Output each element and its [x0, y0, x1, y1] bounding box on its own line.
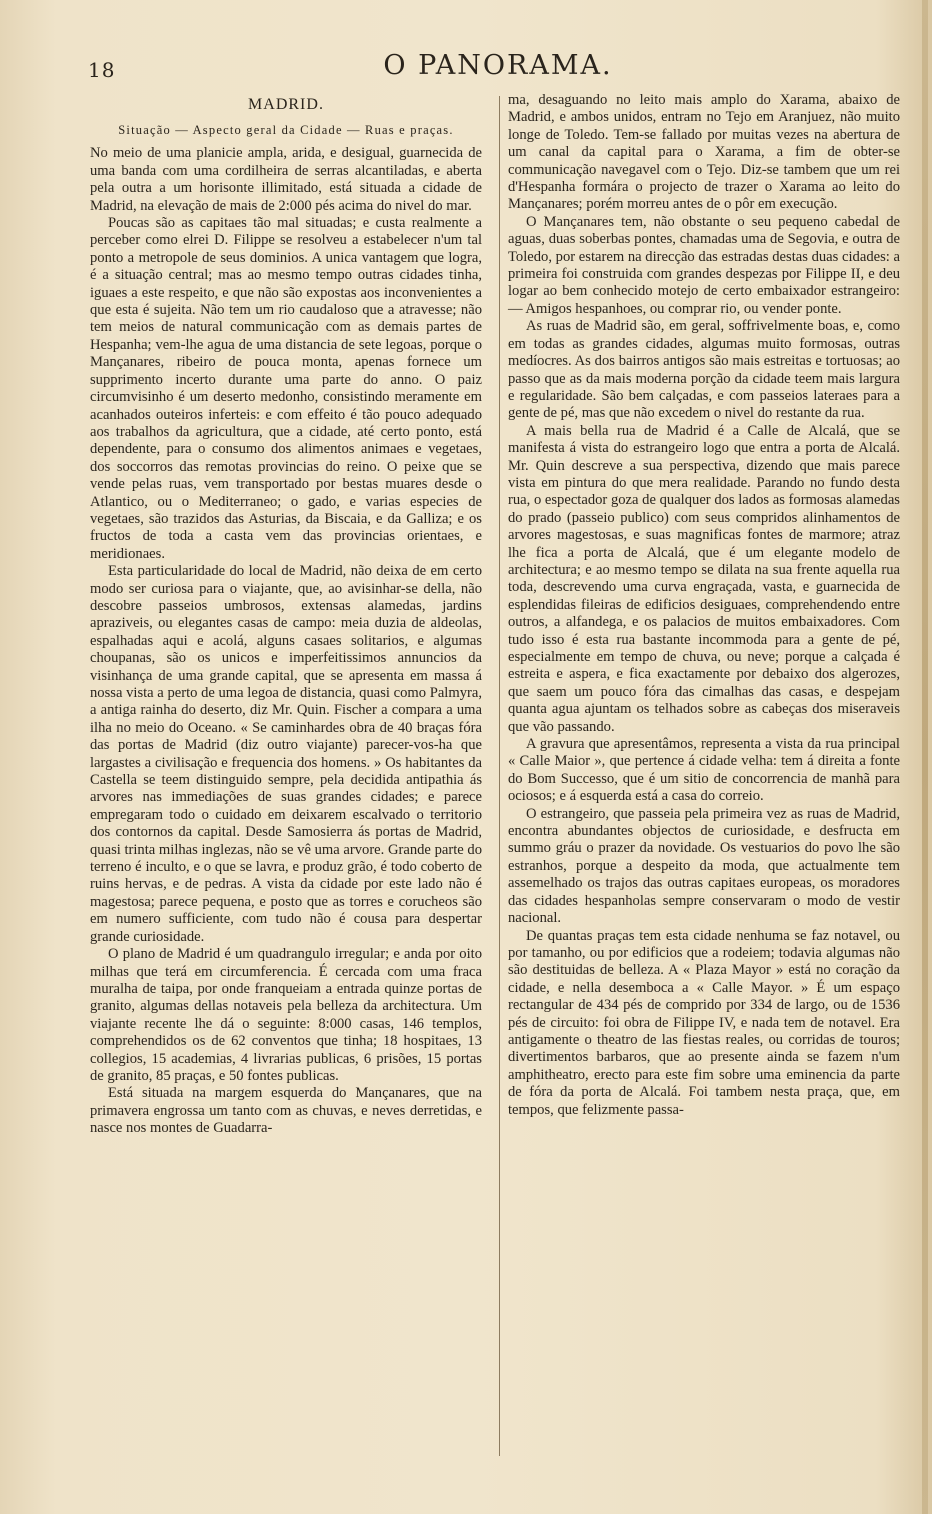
- page-number: 18: [88, 58, 116, 82]
- paragraph: O plano de Madrid é um quadrangulo irregular; e anda por oito milhas que terá em circumferencia. É cercada com uma fraca muralha de taipa, por onde franqueiam a entrada quinze portas de granito, algumas dellas notaveis pela belleza da architectura. Um viajante recente lhe dá o seguinte: 8:000 casas, 146 templos, comprehendidos os de 62 conventos que tinha; 18 hospitaes, 13 collegios, 15 academias, 4 livrarias publicas, 6 prisões, 15 portas de granito, 85 praças, e 50 fontes publicas.: [90, 946, 482, 1084]
- paragraph: O Mançanares tem, não obstante o seu pequeno cabedal de aguas, duas soberbas pontes, chamadas uma de Segovia, e outra de Toledo, por estarem na direcção das estradas destas duas cidades: a primeira foi construida com grandes despezas por Filippe II, e deu logar ao bem conhecido motejo de certo embaixador estrangeiro: — Amigos hespanhoes, ou comprar rio, ou vender ponte.: [508, 213, 900, 317]
- page-edge: [922, 0, 928, 1514]
- right-column: [508, 92, 900, 1119]
- page-header: [88, 50, 908, 90]
- paragraph: A gravura que apresentâmos, representa a vista da rua principal « Calle Maior », que pertence á cidade velha: tem á direita a fonte do Bom Successo, que é um sitio de concorrencia de manhã para ociosos; e á esquerda está a casa do correio.: [508, 736, 900, 805]
- left-column: [90, 92, 482, 1138]
- journal-title: O PANORAMA.: [383, 50, 613, 81]
- article-subtitle: Situação — Aspecto geral da Cidade — Ruas e praças.: [118, 123, 454, 138]
- paragraph: A mais bella rua de Madrid é a Calle de Alcalá, que se manifesta á vista do estrangeiro logo que entra a porta de Alcalá. Mr. Quin descreve a sua perspectiva, dizendo que mais parece vista em pintura do que mera realidade. Parando no fundo desta rua, o espectador goza de qualquer dos lados as formosas alamedas do prado (passeio publico) com seus compridos alinhamentos de arvores magestosas, e suas magnificas fontes de marmore; atraz lhe fica a porta de Alcalá, que é um elegante modelo de architectura; e ao mesmo tempo se dilata na sua frente aquella rua toda, descrevendo uma curva engraçada, vasta, e guarnecida de esplendidas fileiras de edificios desiguaes, comprehendendo entre outros, a alfandega, e os palacios de muitos embaixadores. Com tudo isso é esta rua bastante incommoda para a gente de pé, especialmente em tempo de chuva, ou neve; porque a calçada é estreita e aspera, e fica exactamente por debaixo dos algerozes, que saem um pouco fóra das cimalhas das casas, e despejam quanta agua ajuntam os telhados sobre as cabeças dos miseraveis que vão passando.: [508, 422, 900, 735]
- paragraph: Esta particularidade do local de Madrid, não deixa de em certo modo ser curiosa para o viajante, que, ao avisinhar-se della, não descobre passeios umbrosos, extensas alamedas, jardins apraziveis, ou elegantes casas de campo: meia duzia de aldeolas, espalhadas aqui e acolá, alguns casaes solitarios, e algumas choupanas, são os unicos e imperfeitissimos annuncios da visinhança de uma grande capital, que se apresenta em massa á nossa vista a perto de uma legoa de distancia, quasi como Palmyra, a antiga rainha do deserto, diz Mr. Quin. Fischer a compara a uma ilha no meio do Oceano. « Se caminhardes obra de 40 braças fóra das portas de Madrid (diz outro viajante) parecer-vos-ha que largastes a civilisação e frequencia dos homens. » Os habitantes da Castella se teem distinguido sempre, pela decidida antipathia ás arvores nas immediações de suas grandes cidades; e parece empregaram todo o cuidado em deixarem escalvado o territorio dos contornos da capital. Desde Samosierra ás portas de Madrid, quasi trinta milhas inglezas, não se vê uma arvore. Grande parte do terreno é inculto, e o que se lavra, e produz grão, é todo coberto de ruins hervas, e de pedras. A vista da cidade por este lado não é magestosa; parece pequena, e posto que as torres e corucheos são em numero sufficiente, com tudo não é cousa para despertar grande curiosidade.: [90, 563, 482, 945]
- article-title: MADRID.: [248, 96, 324, 113]
- paragraph: Está situada na margem esquerda do Mançanares, que na primavera engrossa um tanto com as chuvas, e neves derretidas, e nasce nos montes de Guadarra-: [90, 1085, 482, 1137]
- paragraph: ma, desaguando no leito mais amplo do Xarama, abaixo de Madrid, e ambos unidos, entram no Tejo em Aranjuez, não muito longe de Toledo. Tem-se fallado por muitas vezes na abertura de um canal da capital para o Xarama, a fim de obter-se communicação navegavel com o Tejo. Diz-se tambem que um rei d'Hespanha formára o projecto de trazer o Xarama ao leito do Mançanares; porém morreu antes de o pôr em execução.: [508, 92, 900, 213]
- column-divider: [499, 96, 500, 1456]
- paragraph: No meio de uma planicie ampla, arida, e desigual, guarnecida de uma banda com uma cordilheira de serras alcantiladas, e aberta pela outra a um horisonte illimitado, está situada a cidade de Madrid, na elevação de mais de 2:000 pés acima do nivel do mar.: [90, 145, 482, 214]
- paragraph: De quantas praças tem esta cidade nenhuma se faz notavel, ou por tamanho, ou por edificios que a rodeiem; todavia algumas não são destituidas de belleza. A « Plaza Mayor » está no coração da cidade, e nella desemboca a « Calle Mayor. » É um espaço rectangular de 434 pés de comprido por 334 de largo, ou de 1536 pés de circuito: foi obra de Filippe IV, e nada tem de notavel. Era antigamente o theatro de las fiestas reales, ou corridas de touros; divertimentos barbaros, que ao presente ainda se fazem n'um amphitheatro, erecto para este fim sobre uma eminencia da parte de fóra da porta de Alcalá. Foi tambem nesta praça, que, em tempos, que felizmente passa-: [508, 927, 900, 1118]
- paragraph: As ruas de Madrid são, em geral, soffrivelmente boas, e, como em todas as grandes cidades, algumas muito formosas, outras medíocres. As dos bairros antigos são mais estreitas e tortuosas; ao passo que as da mais moderna porção da cidade teem mais largura e regularidade. São bem calçadas, e com passeios lateraes para a gente de pé, mas que não excedem o nivel do restante da rua.: [508, 318, 900, 422]
- paragraph: O estrangeiro, que passeia pela primeira vez as ruas de Madrid, encontra abundantes objectos de curiosidade, e desfructa em summo gráu o prazer da novidade. Os vestuarios do povo lhe são estranhos, porque a despeito da moda, que actualmente tem assemelhado os trajos das outras capitaes europeas, os moradores das cidades hespanholas sempre conservaram o modo de vestir nacional.: [508, 805, 900, 927]
- paragraph: Poucas são as capitaes tão mal situadas; e custa realmente a perceber como elrei D. Filippe se resolveu a estabelecer n'um tal ponto a metropole de seus dominios. A unica vantagem que logra, é a situação central; mas ao mesmo tempo outras cidades tinha, iguaes a este respeito, e que não são expostas aos inconvenientes a que esta é sujeita. Não tem um rio caudaloso que a atravesse; não tem meios de natural communicação com as demais partes de Hespanha; vem-lhe agua de uma distancia de sete legoas, porque o Mançanares, ribeiro de pouca monta, apenas fornece um supprimento incerto durante uma parte do anno. O paiz circumvisinho é um deserto medonho, consistindo meramente em acanhados outeiros inferteis: e com effeito é tão pouco adequado aos trabalhos da agricultura, que a cidade, até certo ponto, está dependente, para o consumo dos alimentos animaes e vegetaes, dos soccorros das remotas provincias do reino. O peixe que se vende pelas ruas, vem transportado por bestas muares desde o Atlantico, ou o Mediterraneo; o gado, e varias especies de vegetaes, são trazidos das Asturias, da Biscaia, e da Galliza; e os fructos de toda a casta vem das provincias orientaes, e meridionaes.: [90, 215, 482, 562]
